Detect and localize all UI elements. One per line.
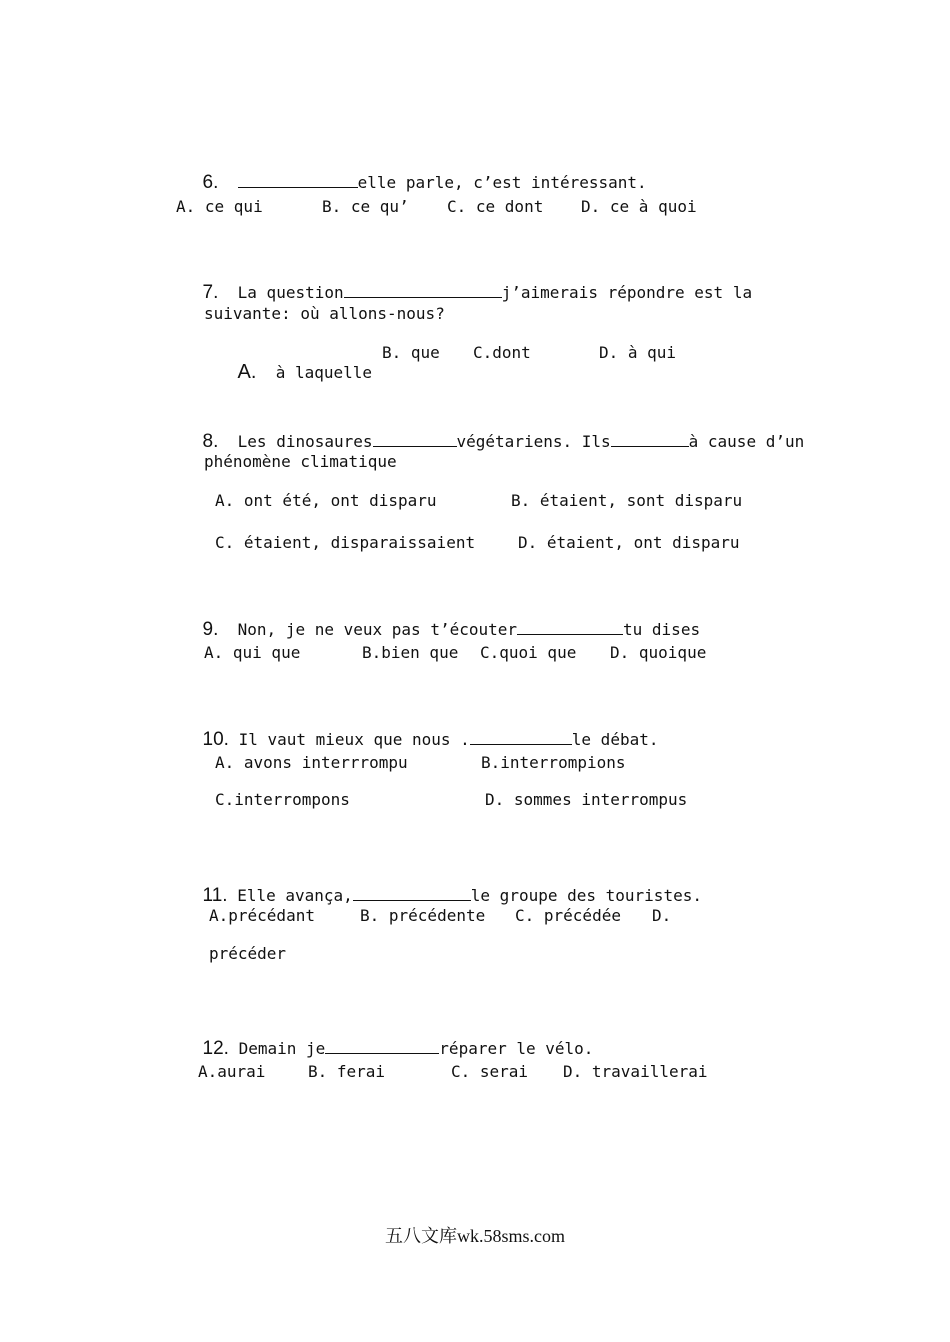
option-text: à laquelle xyxy=(275,363,373,382)
page-footer: 五八文库wk.58sms.com xyxy=(385,1226,565,1246)
stem-text: à cause d’un xyxy=(688,432,805,451)
option-c[interactable]: C.interrompons xyxy=(215,790,350,809)
answer-blank[interactable] xyxy=(470,730,572,745)
stem-text: elle parle, c’est intéressant. xyxy=(357,173,647,192)
stem-text: réparer le vélo. xyxy=(439,1039,594,1058)
answer-blank[interactable] xyxy=(238,173,358,188)
stem-text: Demain je xyxy=(238,1039,326,1058)
stem-continuation: suivante: où allons-nous? xyxy=(204,304,445,323)
option-a[interactable] xyxy=(199,342,372,403)
option-b[interactable]: B. ce qu’ xyxy=(322,197,409,216)
question-number: 11. xyxy=(202,885,228,906)
option-d[interactable]: D. quoique xyxy=(610,643,707,662)
option-a[interactable]: A.aurai xyxy=(198,1062,266,1081)
option-d[interactable]: D. xyxy=(652,906,672,925)
option-d[interactable]: D. travaillerai xyxy=(563,1062,708,1081)
option-c[interactable]: C.quoi que xyxy=(480,643,577,662)
option-d[interactable]: D. ce à quoi xyxy=(581,197,697,216)
option-c[interactable]: C. serai xyxy=(451,1062,529,1081)
option-b[interactable]: B. que xyxy=(382,343,440,362)
question-number: 6. xyxy=(202,172,219,193)
option-a[interactable]: A. ce qui xyxy=(176,197,263,216)
option-b[interactable]: B.bien que xyxy=(362,643,459,662)
option-b[interactable]: B.interrompions xyxy=(481,753,626,772)
question-number: 10. xyxy=(202,729,229,750)
option-b[interactable]: B. précédente xyxy=(360,906,486,925)
option-b[interactable]: B. étaient, sont disparu xyxy=(511,491,743,510)
option-a[interactable]: A. avons interrrompu xyxy=(215,753,408,772)
option-d-text[interactable]: précéder xyxy=(209,944,287,963)
option-d[interactable]: D. sommes interrompus xyxy=(485,790,688,809)
stem-continuation: phénomène climatique xyxy=(204,452,397,471)
answer-blank[interactable] xyxy=(344,283,502,298)
answer-blank[interactable] xyxy=(325,1039,439,1054)
option-a[interactable]: A.précédant xyxy=(209,906,315,925)
answer-blank[interactable] xyxy=(353,886,471,901)
question-number: 8. xyxy=(202,431,219,452)
answer-blank[interactable] xyxy=(611,432,689,447)
option-c[interactable]: C.dont xyxy=(473,343,531,362)
answer-blank[interactable] xyxy=(373,432,457,447)
question-number: 9. xyxy=(202,619,219,640)
option-letter: A. xyxy=(237,361,257,383)
answer-blank[interactable] xyxy=(517,620,623,635)
option-a[interactable]: A. qui que xyxy=(204,643,301,662)
stem-text: Il vaut mieux que nous . xyxy=(238,730,470,749)
option-a[interactable]: A. ont été, ont disparu xyxy=(215,491,437,510)
question-number: 12. xyxy=(202,1038,229,1059)
stem-text: j’aimerais répondre est la xyxy=(501,283,753,302)
option-d[interactable]: D. étaient, ont disparu xyxy=(518,533,740,552)
question-number: 7. xyxy=(202,282,219,303)
stem-text: Les dinosaures xyxy=(237,432,373,451)
option-b[interactable]: B. ferai xyxy=(308,1062,386,1081)
stem-text: Non, je ne veux pas t’écouter xyxy=(237,620,518,639)
stem-text: Elle avança, xyxy=(237,886,353,905)
stem-text: végétariens. Ils xyxy=(456,432,611,451)
option-d[interactable]: D. à qui xyxy=(599,343,677,362)
stem-text: tu dises xyxy=(623,620,701,639)
stem-text: La question xyxy=(237,283,344,302)
stem-text: le débat. xyxy=(571,730,659,749)
option-c[interactable]: C. précédée xyxy=(515,906,621,925)
option-c[interactable]: C. étaient, disparaissaient xyxy=(215,533,476,552)
option-c[interactable]: C. ce dont xyxy=(447,197,544,216)
stem-text: le groupe des touristes. xyxy=(470,886,702,905)
